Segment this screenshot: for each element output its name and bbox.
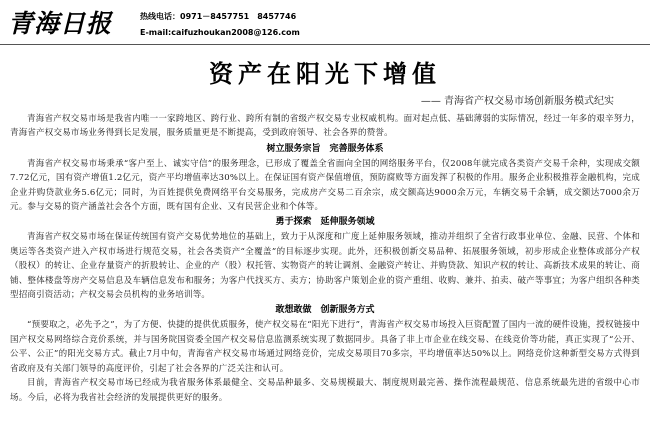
- intro-paragraph: 青海省产权交易市场是我省内唯一一家跨地区、跨行业、跨所有制的省级产权交易专业权威机构。面对起点低、基础薄弱的实际情况，经过一年多的艰辛努力，青海省产权交易市场业务得到长足发展，服务质量更是不断提高，受到政府领导、社会各界的赞誉。: [10, 114, 640, 139]
- newspaper-logo: 青海日报: [8, 9, 113, 38]
- article-body: [10, 112, 640, 405]
- closing-paragraph: 目前，青海省产权交易市场已经成为我省服务体系最健全、交易品种最多、交易规模最大、制度规则最完善、操作流程最规范、信息系统最先进的省级中心市场。今后，必将为我省社会经济的发展提供更好的服务。: [10, 378, 640, 403]
- section-1-heading: 树立服务宗旨 完善服务体系: [266, 143, 384, 154]
- hotline-text: 热线电话：0971－8457751 8457746: [140, 12, 297, 21]
- section-1-paragraph: 青海省产权交易市场秉承“客户至上、诚实守信”的服务理念，已形成了覆盖全省面向全国的网络服务平台，仅2008年就完成各类资产交易千余种，实现成交额7.72亿元，国有资产增值1.2亿元，资产平均增值率达30%以上。在保证国有资产保值增值，预防腐败等方面发挥了积极的作用。服务企业积极推荐金融机构，完成企业并购贷款业务5.6亿元；同时，为百姓提供免费网络平台交易服务，完成房产交易二百余宗，成交额高达9000余万元，车辆交易千余辆，成交额达7000余万元。参与交易的资产涵盖社会各个方面，既有国有企业、又有民营企业和个体等。: [10, 158, 640, 213]
- contact-info: [140, 9, 300, 41]
- section-3-heading: 敢想敢做 创新服务方式: [275, 305, 375, 316]
- article-subtitle: —— 青海省产权交易市场创新服务模式纪实: [420, 96, 614, 107]
- section-2-paragraph: 青海省产权交易市场在保证传统国有资产交易优势地位的基础上，致力于从深度和广度上延伸服务领域，推动并组织了全省行政事业单位、金融、民营、个体和奥运等各类资产进入产权市场进行规范交易，社会各类资产“全覆盖”的目标逐步实现。此外，还积极创新交易品种、拓展服务领域，初步形成企业整体或部分产权（股权）的转让、企业存量资产的折股转让、企业的产（股）权托管、实物资产的转让调剂、金融资产转让、并购贷款、知识产权的转让、高新技术成果的转让、商铺、整体楼盘等房产交易信息及车辆信息发布和服务；为客户代找买方、卖方；协助客户策划企业的资产重组、收购、兼并、拍卖、破产等事宜；为客户组织各种类型招商引资活动；产权交易会员机构的业务培训等。: [10, 232, 640, 301]
- section-2-heading: 勇于探索 延伸服务领域: [275, 217, 375, 228]
- email-text: E-mail:caifuzhoukan2008@126.com: [140, 28, 300, 37]
- masthead: [0, 0, 650, 45]
- article-headline: 资产在阳光下增值: [209, 60, 441, 88]
- section-3-paragraph: “预要取之，必先予之”，为了方便、快捷的提供优质服务，使产权交易在“阳光下进行”，青海省产权交易市场投入巨资配置了国内一流的硬件设施，授权链接中国产权交易网络综合竞价系统，并与国务院国资委全国产权交易信息监测系统实现了数据同步。具备了非上市企业在线交易、在线竞价等功能，真正实现了“公开、公平、公正”的阳光交易方式。截止7月中旬，青海省产权交易市场通过网络竞价，完成交易项目70多宗，平均增值率达50%以上。网络竞价这种新型交易方式得到省政府及有关部门领导的高度评价，引起了社会各界的广泛关注和认可。: [10, 320, 640, 374]
